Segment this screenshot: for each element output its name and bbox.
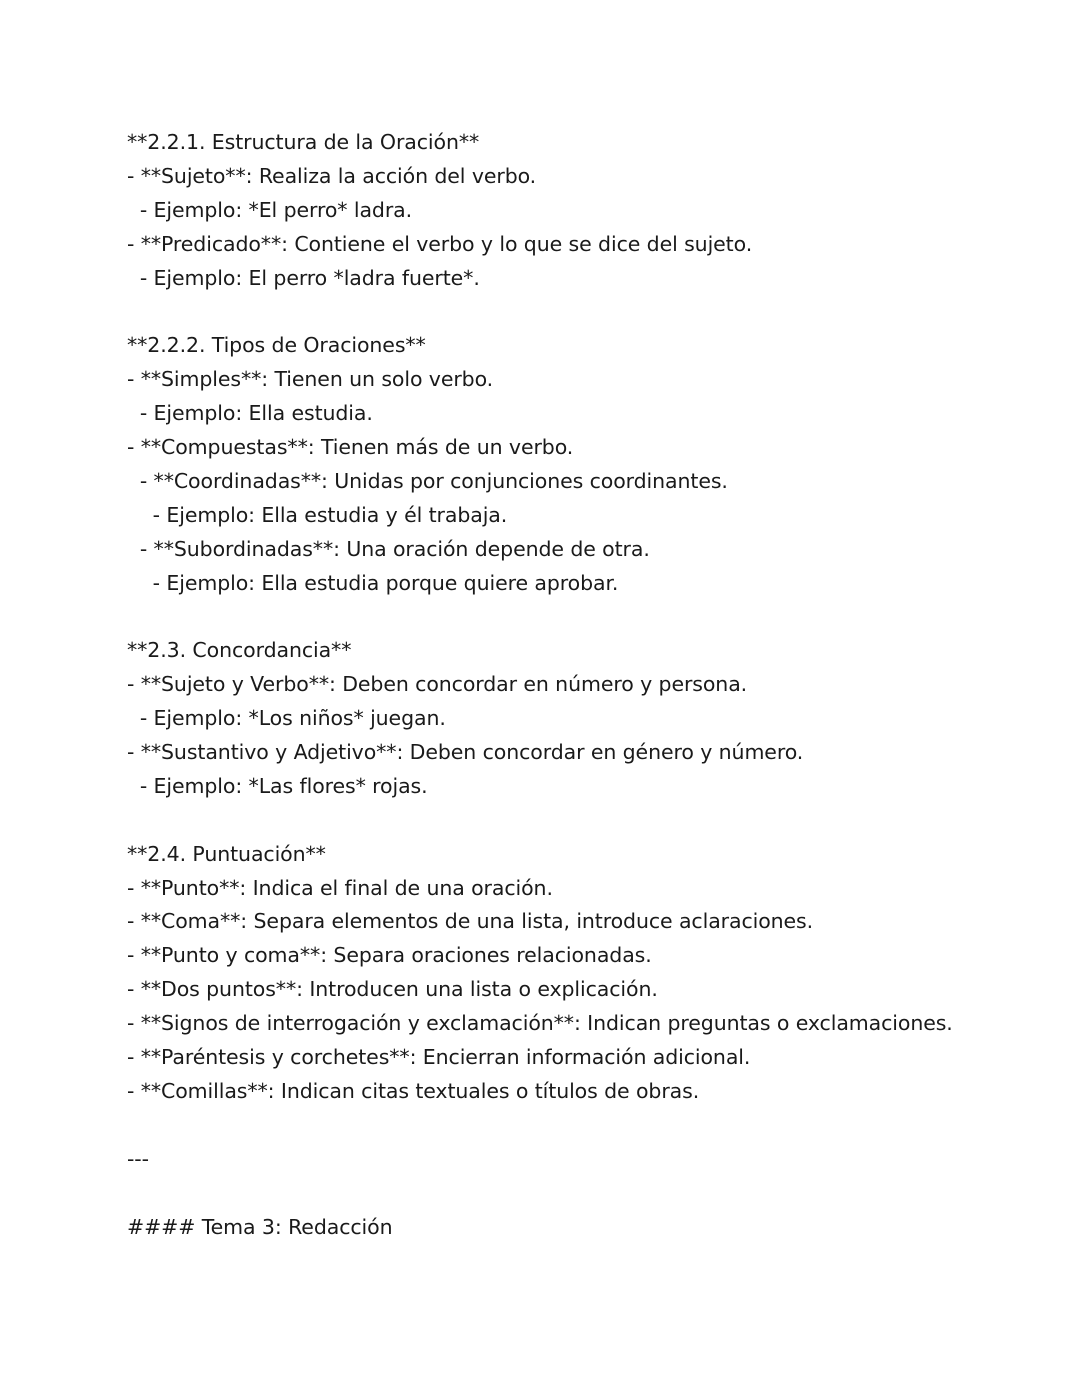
list-item-signos: - **Signos de interrogación y exclamación**: Indican preguntas o exclamaciones.	[127, 1011, 953, 1036]
list-item-compuestas: - **Compuestas**: Tienen más de un verbo.	[127, 435, 574, 460]
horizontal-rule-marker: ---	[127, 1146, 149, 1171]
list-item-comillas: - **Comillas**: Indican citas textuales o títulos de obras.	[127, 1078, 700, 1103]
list-item-punto: - **Punto**: Indica el final de una oración.	[127, 875, 553, 900]
list-item-sujeto: - **Sujeto**: Realiza la acción del verbo.	[127, 163, 537, 188]
example-sujeto-verbo: - Ejemplo: *Los niños* juegan.	[127, 706, 446, 731]
heading-2-2-2: **2.2.2. Tipos de Oraciones**	[127, 333, 426, 358]
list-item-subordinadas: - **Subordinadas**: Una oración depende de otra.	[127, 536, 650, 561]
list-item-parentesis: - **Paréntesis y corchetes**: Encierran información adicional.	[127, 1045, 751, 1070]
list-item-predicado: - **Predicado**: Contiene el verbo y lo que se dice del sujeto.	[127, 231, 753, 256]
heading-2-4: **2.4. Puntuación**	[127, 841, 326, 866]
blank-line	[127, 1109, 1027, 1143]
document-body	[127, 126, 1027, 1244]
list-item-coma: - **Coma**: Separa elementos de una lista, introduce aclaraciones.	[127, 909, 814, 934]
blank-line	[127, 1177, 1027, 1211]
heading-2-2-1: **2.2.1. Estructura de la Oración**	[127, 130, 480, 154]
list-item-coordinadas: - **Coordinadas**: Unidas por conjunciones coordinantes.	[127, 468, 728, 493]
heading-tema-3: #### Tema 3: Redacción	[127, 1214, 393, 1239]
list-item-sujeto-verbo: - **Sujeto y Verbo**: Deben concordar en número y persona.	[127, 672, 748, 697]
example-sujeto: - Ejemplo: *El perro* ladra.	[127, 197, 413, 222]
list-item-dos-puntos: - **Dos puntos**: Introducen una lista o explicación.	[127, 977, 658, 1002]
example-sustantivo-adjetivo: - Ejemplo: *Las flores* rojas.	[127, 773, 428, 798]
example-coordinadas: - Ejemplo: Ella estudia y él trabaja.	[127, 502, 508, 527]
blank-line	[127, 804, 1027, 838]
list-item-sustantivo-adjetivo: - **Sustantivo y Adjetivo**: Deben concordar en género y número.	[127, 740, 804, 765]
list-item-simples: - **Simples**: Tienen un solo verbo.	[127, 367, 494, 392]
example-simples: - Ejemplo: Ella estudia.	[127, 401, 373, 426]
blank-line	[127, 295, 1027, 329]
list-item-punto-y-coma: - **Punto y coma**: Separa oraciones relacionadas.	[127, 943, 652, 968]
blank-line	[127, 600, 1027, 634]
example-predicado: - Ejemplo: El perro *ladra fuerte*.	[127, 265, 480, 290]
example-subordinadas: - Ejemplo: Ella estudia porque quiere aprobar.	[127, 570, 619, 595]
heading-2-3: **2.3. Concordancia**	[127, 638, 352, 663]
